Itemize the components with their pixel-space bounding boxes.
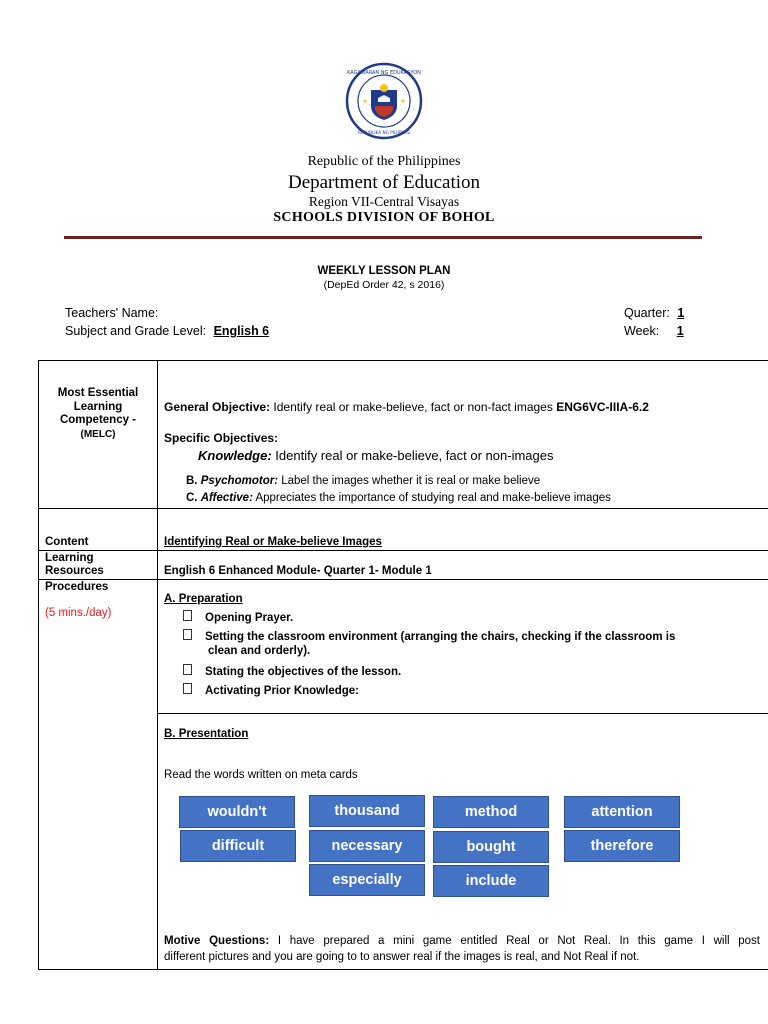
affective-label: Affective: [200, 492, 253, 504]
word-card: difficult [180, 830, 296, 862]
knowledge-text: Identify real or make-believe, fact or non-images [271, 448, 554, 463]
subject-row [65, 324, 269, 338]
melc-label-2: Learning [73, 400, 123, 413]
subject-label: Subject and Grade Level: [65, 324, 207, 338]
motive-text-1: I have prepared a mini game entitled Real or Not Real. In this game I will post [269, 935, 760, 947]
motive-label: Motive Questions: [164, 935, 270, 947]
psychomotor-prefix: B. [186, 475, 201, 487]
prep-item-3: Stating the objectives of the lesson. [183, 664, 401, 678]
content-label: Content [45, 536, 89, 548]
resources-value-cell [158, 551, 768, 580]
word-card: include [433, 865, 549, 897]
presentation-heading: B. Presentation [164, 728, 249, 740]
bullet-icon [183, 664, 192, 675]
read-instruction: Read the words written on meta cards [164, 769, 358, 781]
procedures-label: Procedures [45, 581, 109, 593]
word-card: necessary [309, 830, 425, 862]
resources-label-1: Learning [45, 552, 94, 564]
content-label-cell [39, 509, 158, 551]
header-rule [64, 236, 702, 239]
procedures-label-cell [39, 580, 158, 970]
melc-content-cell [158, 361, 768, 509]
word-card: therefore [564, 830, 680, 862]
presentation-cell [158, 714, 768, 970]
specific-objectives-label: Specific Objectives: [164, 431, 279, 445]
psychomotor-objective [186, 475, 540, 487]
melc-label-3: Competency - [59, 414, 137, 426]
region-text: Region VII-Central Visayas [308, 194, 460, 209]
quarter-value: 1 [677, 306, 685, 320]
resources-value: English 6 Enhanced Module- Quarter 1- Module 1 [164, 565, 432, 577]
melc-row [39, 361, 768, 509]
melc-label-1: Most Essential [57, 387, 139, 399]
week-row [624, 324, 684, 338]
general-objective-label: General Objective: [164, 400, 271, 414]
word-card: method [433, 796, 549, 828]
psychomotor-label: Psychomotor: [200, 475, 279, 487]
subject-value: English 6 [213, 324, 270, 338]
affective-text: Appreciates the importance of studying real and make-believe images [252, 492, 611, 504]
word-card: wouldn't [179, 796, 295, 828]
content-value: Identifying Real or Make-believe Images [164, 536, 382, 548]
content-row [39, 509, 768, 551]
knowledge-objective [198, 448, 553, 463]
division-text: SCHOOLS DIVISION OF BOHOL [273, 210, 495, 225]
department-title: Department of Education [287, 172, 481, 193]
motive-question-line-1 [164, 935, 760, 947]
prep-item-1: Opening Prayer. [183, 610, 293, 624]
plan-title: WEEKLY LESSON PLAN [317, 265, 451, 277]
general-objective [164, 400, 649, 414]
seal-text-bottom: REPUBLIKA NG PILIPINAS [358, 130, 410, 135]
bullet-icon [183, 629, 192, 640]
melc-label-cell [39, 361, 158, 509]
procedures-time: (5 mins./day) [45, 607, 112, 619]
preparation-row [39, 580, 768, 714]
word-card: especially [309, 864, 425, 896]
plan-subtitle: (DepEd Order 42, s 2016) [323, 279, 445, 291]
week-value: 1 [676, 324, 684, 338]
psychomotor-text: Label the images whether it is real or make believe [278, 475, 541, 487]
seal-text-top: KAGAWARAN NG EDUKASYON [347, 70, 421, 76]
prep-item-4: Activating Prior Knowledge: [183, 683, 359, 697]
affective-prefix: C. [186, 492, 201, 504]
lesson-plan-table [38, 360, 768, 970]
preparation-heading: A. Preparation [164, 593, 243, 605]
bullet-icon [183, 683, 192, 694]
word-card: bought [433, 831, 549, 863]
quarter-row [624, 306, 684, 320]
republic-text: Republic of the Philippines [307, 154, 461, 169]
content-value-cell [158, 509, 768, 551]
affective-objective [186, 492, 611, 504]
word-card: thousand [309, 795, 425, 827]
preparation-cell [158, 580, 768, 714]
deped-seal [345, 62, 423, 140]
quarter-label: Quarter: [624, 306, 670, 320]
knowledge-label: Knowledge: [198, 448, 272, 463]
resources-row [39, 551, 768, 580]
resources-label-2: Resources [45, 565, 104, 577]
word-card: attention [564, 796, 680, 828]
week-label: Week: [624, 324, 660, 338]
motive-question-line-2: different pictures and you are going to to answer real if the images is real, and Not Real if not. [164, 951, 640, 963]
general-objective-code: ENG6VC-IIIA-6.2 [556, 400, 649, 414]
general-objective-text: Identify real or make-believe, fact or non-fact images [270, 400, 557, 414]
prep-item-2-cont: clean and orderly). [208, 645, 311, 657]
teacher-name-label: Teachers' Name: [65, 306, 159, 320]
prep-item-2: Setting the classroom environment (arranging the chairs, checking if the classroom is [183, 629, 675, 643]
bullet-icon [183, 610, 192, 621]
resources-label-cell [39, 551, 158, 580]
melc-label-small: (MELC) [80, 428, 116, 440]
